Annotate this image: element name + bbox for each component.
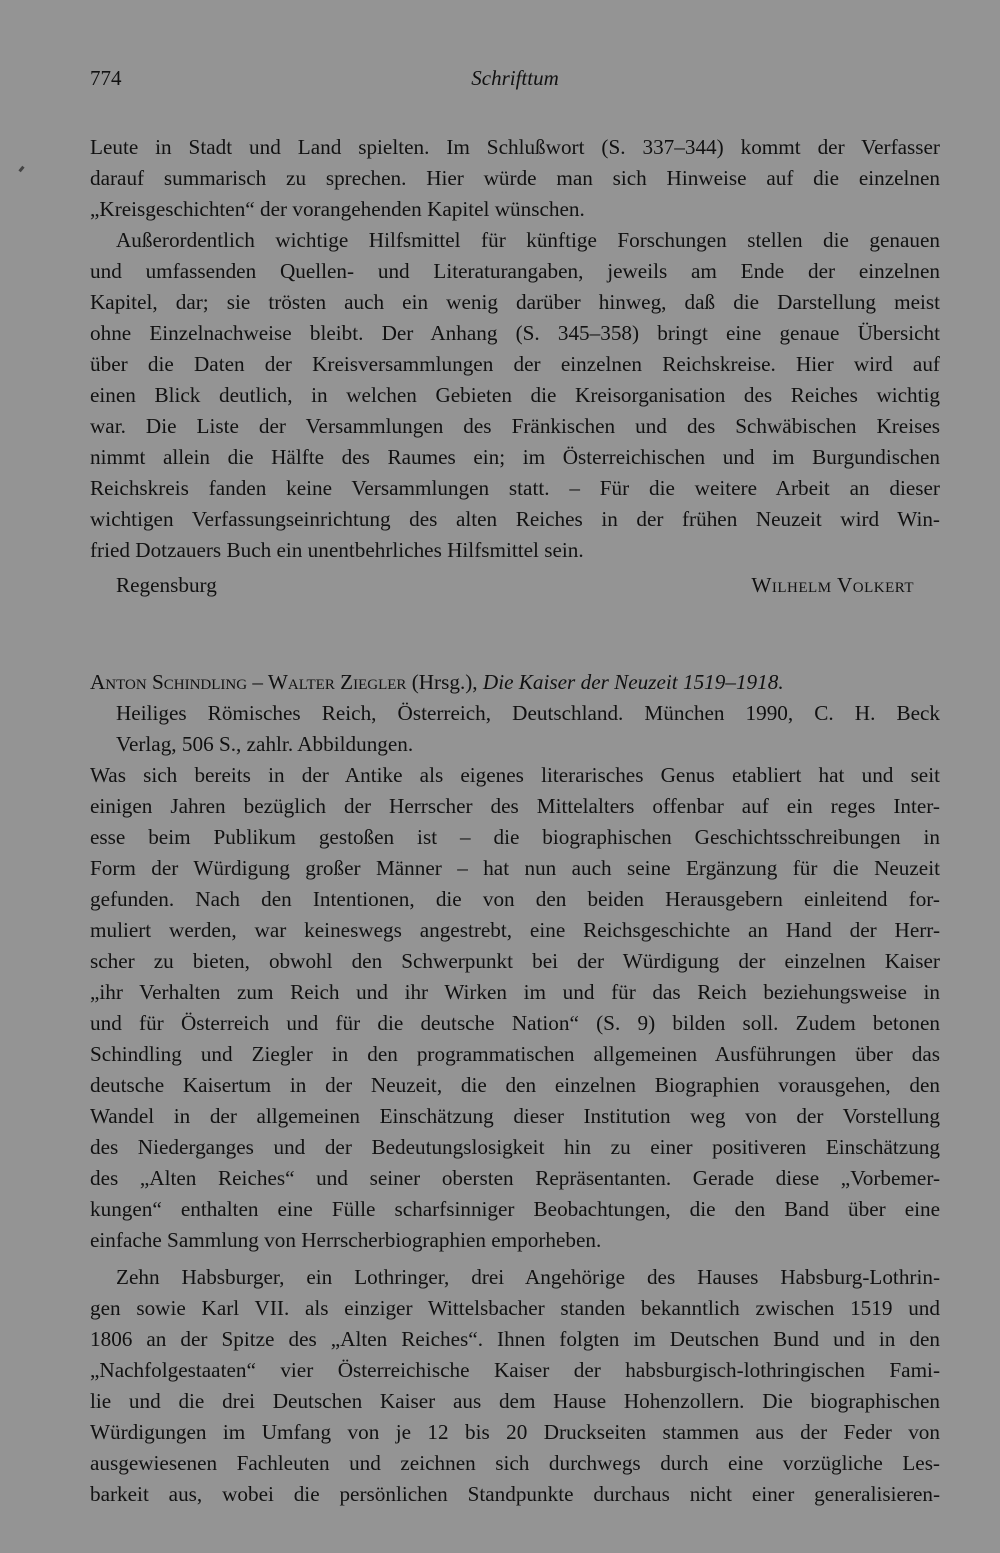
citation-line: Verlag, 506 S., zahlr. Abbildungen. bbox=[116, 732, 414, 756]
text-line: „ihr Verhalten zum Reich und ihr Wirken im und für das Reich beziehungsweise in bbox=[90, 980, 940, 1004]
text-line: 1806 an der Spitze des „Alten Reiches“. Ihnen folgten im Deutschen Bund und in den bbox=[90, 1327, 940, 1351]
text-line: scher zu bieten, obwohl den Schwerpunkt bei der Würdigung der einzelnen Kaiser bbox=[90, 949, 940, 973]
citation-editor-note: (Hrsg.), bbox=[406, 670, 483, 694]
text-line: gen sowie Karl VII. als einziger Wittelsbacher standen bekanntlich zwischen 1519 und bbox=[90, 1296, 940, 1320]
scan-speck bbox=[18, 166, 24, 173]
text-line: und umfassenden Quellen- und Literaturangaben, jeweils am Ende der einzelnen bbox=[90, 259, 940, 283]
text-line: Schindling und Ziegler in den programmatischen allgemeinen Ausführungen über das bbox=[90, 1042, 940, 1066]
text-line: des „Alten Reiches“ und seiner obersten Repräsentanten. Gerade diese „Vorbemer- bbox=[90, 1166, 940, 1190]
review1-text bbox=[90, 132, 940, 566]
text-line: kungen“ enthalten eine Fülle scharfsinniger Beobachtungen, die den Band über eine bbox=[90, 1197, 940, 1221]
text-line: Reichskreis fanden keine Versammlungen statt. – Für die weitere Arbeit an dieser bbox=[90, 476, 940, 500]
text-line: Wandel in der allgemeinen Einschätzung dieser Institution weg von der Vorstellung bbox=[90, 1104, 940, 1128]
review2-paragraph-2 bbox=[90, 1262, 940, 1510]
text-line: Was sich bereits in der Antike als eigenes literarisches Genus etabliert hat und seit bbox=[90, 763, 940, 787]
review-place: Regensburg bbox=[116, 573, 217, 597]
text-line: Form der Würdigung großer Männer – hat nun auch seine Ergänzung für die Neuzeit bbox=[90, 856, 940, 880]
page-number: 774 bbox=[90, 66, 122, 90]
text-line: des Niederganges und der Bedeutungslosigkeit hin zu einer positiveren Einschätzung bbox=[90, 1135, 940, 1159]
text-line: einigen Jahren bezüglich der Herrscher des Mittelalters offenbar auf ein reges Inter- bbox=[90, 794, 940, 818]
text-line: barkeit aus, wobei die persönlichen Standpunkte durchaus nicht einer generalisieren- bbox=[90, 1482, 940, 1506]
text-line: ausgewiesenen Fachleuten und zeichnen sich durchwegs durch eine vorzügliche Les- bbox=[90, 1451, 940, 1475]
review2-paragraph-1 bbox=[90, 760, 940, 1256]
running-head: Schrifttum bbox=[471, 66, 559, 90]
text-line: nimmt allein die Hälfte des Raumes ein; im Österreichischen und im Burgundischen bbox=[90, 445, 940, 469]
text-line: Zehn Habsburger, ein Lothringer, drei Angehörige des Hauses Habsburg-Lothrin- bbox=[116, 1265, 940, 1289]
page-header bbox=[90, 66, 940, 98]
citation-line bbox=[90, 667, 940, 698]
text-line: einfache Sammlung von Herrscherbiographien emporheben. bbox=[90, 1228, 602, 1252]
text-line: wichtigen Verfassungseinrichtung des alten Reiches in der frühen Neuzeit wird Win- bbox=[90, 507, 940, 531]
text-line: gefunden. Nach den Intentionen, die von den beiden Herausgebern einleitend for- bbox=[90, 887, 940, 911]
text-line: „Kreisgeschichten“ der vorangehenden Kapitel wünschen. bbox=[90, 197, 585, 221]
text-line: muliert werden, war keineswegs angestrebt, eine Reichsgeschichte an Hand der Herr- bbox=[90, 918, 940, 942]
citation-line: Heiliges Römisches Reich, Österreich, Deutschland. München 1990, C. H. Beck bbox=[116, 701, 940, 725]
reviewer-name: Wilhelm Volkert bbox=[751, 573, 914, 597]
text-line: fried Dotzauers Buch ein unentbehrliches Hilfsmittel sein. bbox=[90, 538, 584, 562]
text-line: und für Österreich und für die deutsche Nation“ (S. 9) bilden soll. Zudem betonen bbox=[90, 1011, 940, 1035]
text-line: darauf summarisch zu sprechen. Hier würde man sich Hinweise auf die einzelnen bbox=[90, 166, 940, 190]
text-line: einen Blick deutlich, in welchen Gebieten die Kreisorganisation des Reiches wichtig bbox=[90, 383, 940, 407]
text-line: Leute in Stadt und Land spielten. Im Schlußwort (S. 337–344) kommt der Verfasser bbox=[90, 135, 940, 159]
text-line: war. Die Liste der Versammlungen des Fränkischen und des Schwäbischen Kreises bbox=[90, 414, 940, 438]
citation-title: Die Kaiser der Neuzeit 1519–1918. bbox=[482, 670, 784, 694]
text-line: lie und die drei Deutschen Kaiser aus dem Hause Hohenzollern. Die biographischen bbox=[90, 1389, 940, 1413]
text-line: esse beim Publikum gestoßen ist – die biographischen Geschichtsschreibungen in bbox=[90, 825, 940, 849]
text-line: über die Daten der Kreisversammlungen der einzelnen Reichskreise. Hier wird auf bbox=[90, 352, 940, 376]
text-line: Würdigungen im Umfang von je 12 bis 20 Druckseiten stammen aus der Feder von bbox=[90, 1420, 940, 1444]
citation-authors: Anton Schindling – Walter Ziegler bbox=[90, 670, 407, 694]
text-line: Kapitel, dar; sie trösten auch ein wenig darüber hinweg, daß die Darstellung meist bbox=[90, 290, 940, 314]
review2-citation bbox=[90, 667, 940, 760]
text-line: „Nachfolgestaaten“ vier Österreichische Kaiser der habsburgisch-lothringischen Fami- bbox=[90, 1358, 940, 1382]
text-line: deutsche Kaisertum in der Neuzeit, die den einzelnen Biographien vorausgehen, den bbox=[90, 1073, 940, 1097]
text-line: ohne Einzelnachweise bleibt. Der Anhang (S. 345–358) bringt eine genaue Übersicht bbox=[90, 321, 940, 345]
text-line: Außerordentlich wichtige Hilfsmittel für künftige Forschungen stellen die genauen bbox=[116, 228, 940, 252]
